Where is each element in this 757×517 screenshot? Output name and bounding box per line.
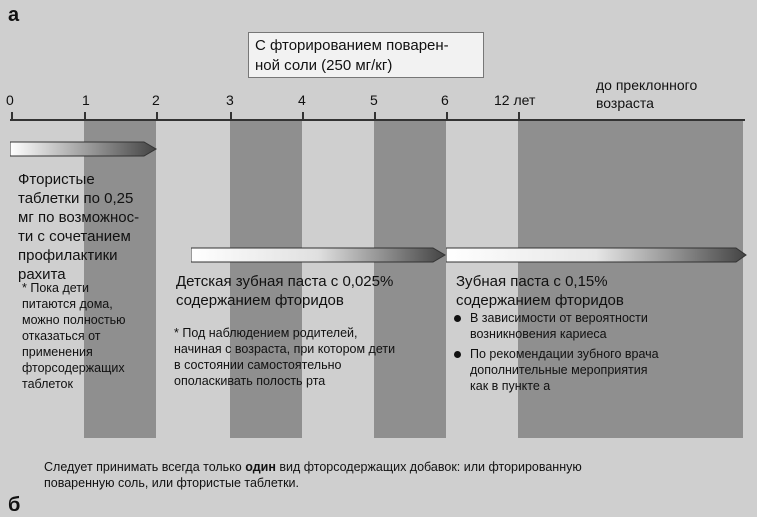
panel-letter-a: а bbox=[8, 4, 20, 26]
kids-paste-title bbox=[176, 272, 393, 310]
kids-paste-note-line: ополаскивать полость рта bbox=[174, 374, 326, 388]
bottom-note-before: Следует принимать всегда только bbox=[44, 460, 246, 474]
adult-paste-bullet-1 bbox=[470, 310, 648, 342]
tablets-note-line: питаются дома, bbox=[22, 297, 113, 311]
tablets-line: ти с сочетанием bbox=[18, 228, 131, 245]
tick-label-2: 2 bbox=[152, 92, 160, 108]
header-line-1: С фторированием поварен- bbox=[255, 37, 449, 54]
timeline-tick bbox=[11, 112, 13, 120]
tick-label-0: 0 bbox=[6, 92, 14, 108]
kids-paste-arrow bbox=[191, 246, 447, 264]
bottom-note-after: вид фторсодержащих добавок: или фторированную bbox=[275, 460, 582, 474]
bullet-2-line: По рекомендации зубного врача bbox=[470, 347, 659, 361]
timeline-tick bbox=[302, 112, 304, 120]
kids-paste-note bbox=[174, 325, 395, 389]
tablets-note-line: применения bbox=[22, 345, 93, 359]
adult-paste-line: Зубная паста с 0,15% bbox=[456, 273, 608, 290]
adult-paste-line: содержанием фторидов bbox=[456, 292, 624, 309]
tablets-note-line: отказаться от bbox=[22, 329, 101, 343]
tablets-line: рахита bbox=[18, 266, 66, 283]
tick-label-12: 12 лет bbox=[494, 92, 536, 108]
tablets-note-line: фторсодержащих bbox=[22, 361, 125, 375]
bullet-1-line: В зависимости от вероятности bbox=[470, 311, 648, 325]
tablets-line: профилактики bbox=[18, 247, 118, 264]
timeline-tick bbox=[230, 112, 232, 120]
tablets-title bbox=[18, 170, 139, 284]
tablets-line: мг по возможнос- bbox=[18, 209, 140, 226]
bottom-note-line-2: поваренную соль, или фтористые таблетки. bbox=[44, 476, 300, 490]
tablets-note-line: таблеток bbox=[22, 377, 73, 391]
tick-label-4: 4 bbox=[298, 92, 306, 108]
tick-label-3: 3 bbox=[226, 92, 234, 108]
adult-paste-bullet-2 bbox=[470, 346, 659, 394]
adult-paste-arrow bbox=[446, 246, 748, 264]
kids-paste-note-line: начиная с возраста, при котором дети bbox=[174, 342, 396, 356]
timeline-tick bbox=[156, 112, 158, 120]
bullet-2-line: дополнительные мероприятия bbox=[470, 363, 648, 377]
bullet-1-line: возникновения кариеса bbox=[470, 327, 607, 341]
salt-fluoridation-box bbox=[248, 32, 484, 78]
timeline-tick bbox=[518, 112, 520, 120]
end-age-line-1: до преклонного bbox=[596, 77, 698, 93]
tick-label-5: 5 bbox=[370, 92, 378, 108]
bottom-note-line-1 bbox=[44, 459, 582, 475]
kids-paste-line: содержанием фторидов bbox=[176, 292, 344, 309]
timeline-tick bbox=[446, 112, 448, 120]
kids-paste-line: Детская зубная паста с 0,025% bbox=[176, 273, 394, 290]
end-age-label bbox=[596, 76, 697, 112]
tablets-note-line: можно полностью bbox=[22, 313, 126, 327]
timeline-tick bbox=[374, 112, 376, 120]
tick-label-1: 1 bbox=[82, 92, 90, 108]
tick-label-6: 6 bbox=[441, 92, 449, 108]
panel-letter-b: б bbox=[8, 494, 21, 516]
header-line-2: ной соли (250 мг/кг) bbox=[255, 57, 393, 74]
tablets-note-line: * Пока дети bbox=[22, 281, 89, 295]
bullet-2-line: как в пункте а bbox=[470, 379, 551, 393]
bottom-note bbox=[44, 459, 582, 491]
tablets-line: таблетки по 0,25 bbox=[18, 190, 134, 207]
tablets-line: Фтористые bbox=[18, 171, 95, 188]
timeline-axis bbox=[10, 119, 745, 121]
kids-paste-note-line: * Под наблюдением родителей, bbox=[174, 326, 358, 340]
end-age-line-2: возраста bbox=[596, 95, 654, 111]
tablets-note bbox=[22, 280, 126, 392]
kids-paste-note-line: в состоянии самостоятельно bbox=[174, 358, 342, 372]
adult-paste-title bbox=[456, 272, 624, 310]
bottom-note-bold: один bbox=[245, 460, 276, 474]
tablets-arrow bbox=[10, 140, 158, 158]
timeline-tick bbox=[84, 112, 86, 120]
